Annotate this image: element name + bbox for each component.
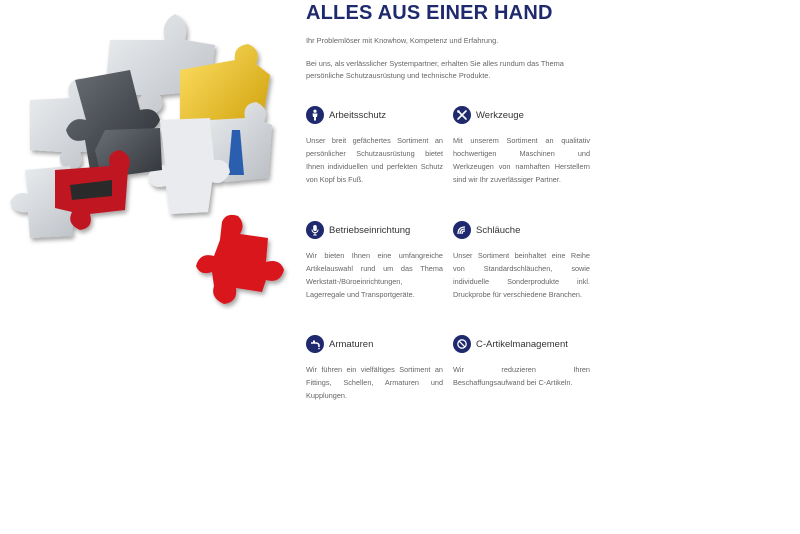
feature-description: Wir bieten Ihnen eine umfangreiche Artikelauswahl rund um das Thema Werkstatt-/Büroeinrichtungen, Lagerregale und Transportgeräte. (306, 251, 443, 299)
feature-title: Schläuche (476, 224, 521, 236)
feature-title: Betriebseinrichtung (329, 224, 411, 236)
feature-title: Armaturen (329, 338, 374, 350)
tools-icon (453, 106, 471, 124)
intro-description: Bei uns, als verlässlicher Systempartner, erhalten Sie alles rundum das Thema persönliche Schutzausrüstung und technische Produkte. (306, 59, 564, 80)
feature-werkzeuge (453, 105, 590, 186)
feature-title: C-Artikelmanagement (476, 338, 568, 350)
microphone-icon (306, 221, 324, 239)
feature-armaturen (306, 334, 443, 402)
feature-description: Mit unserem Sortiment an qualitativ hochwertigen Maschinen und Werkzeugen von namhaften Herstellern sind wir Ihr zuverlässiger Partner. (453, 136, 590, 184)
feature-c-artikelmanagement (453, 334, 590, 389)
feature-arbeitsschutz (306, 105, 443, 186)
feature-title: Werkzeuge (476, 109, 524, 121)
puzzle-collage-image (0, 0, 290, 310)
feature-title: Arbeitsschutz (329, 109, 387, 121)
feature-description: Wir reduzieren Ihren Beschaffungsaufwand bei C-Artikeln. (453, 365, 590, 387)
intro-tagline: Ihr Problemlöser mit Knowhow, Kompetenz und Erfahrung. (306, 36, 499, 45)
hose-icon (453, 221, 471, 239)
c-parts-icon (453, 335, 471, 353)
feature-description: Wir führen ein vielfältiges Sortiment an Fittings, Schellen, Armaturen und Kupplungen. (306, 365, 443, 400)
feature-description: Unser Sortiment beinhaltet eine Reihe von Standardschläuchen, sowie individuelle Sonderprodukte inkl. Druckprobe für verschiedene Branchen. (453, 251, 590, 299)
faucet-icon (306, 335, 324, 353)
feature-schlaeuche (453, 220, 590, 301)
page-title: ALLES AUS EINER HAND (306, 2, 553, 24)
feature-description: Unser breit gefächertes Sortiment an persönlicher Schutzausrüstung bietet Ihnen individuellen und perfekten Schutz von Kopf bis Fuß. (306, 136, 443, 184)
worker-icon (306, 106, 324, 124)
red-puzzle-piece (196, 215, 284, 304)
feature-betriebseinrichtung (306, 220, 443, 301)
